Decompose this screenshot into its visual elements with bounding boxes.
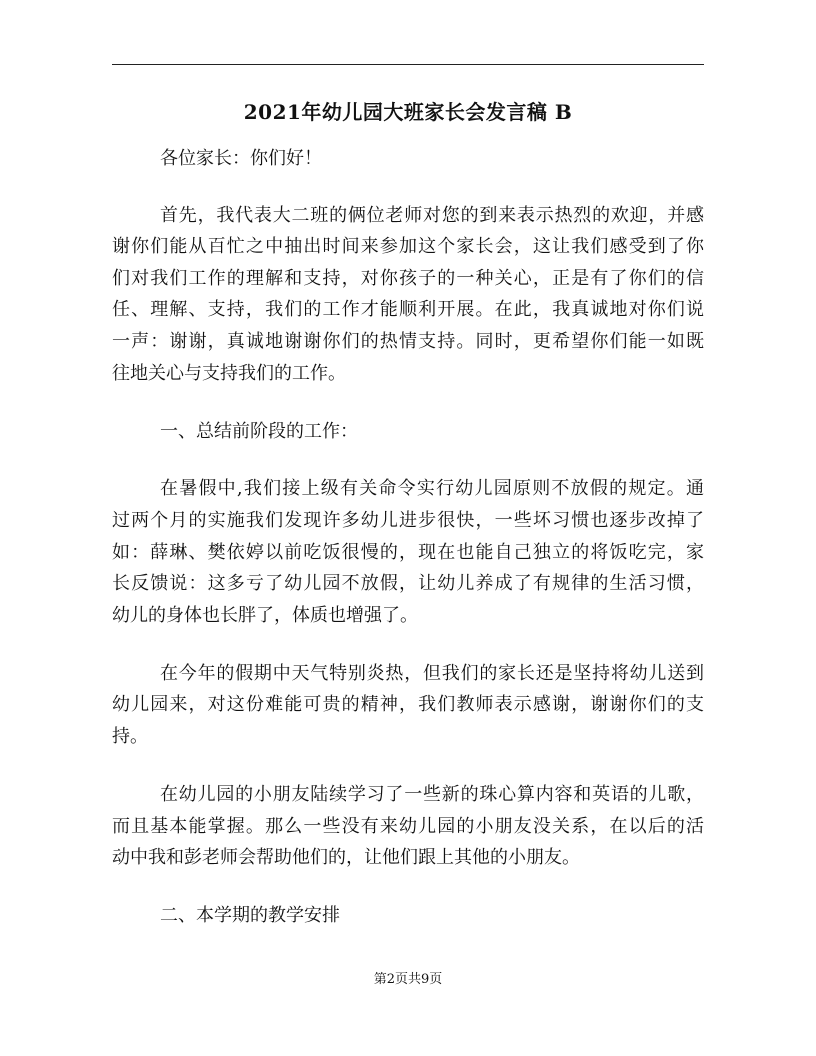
paragraph-3-line-1: 在今年的假期中天气特别炎热，但我们的家长还是坚持将幼儿送到 <box>160 663 704 684</box>
header-rule <box>112 64 704 65</box>
paragraph-1-line-1: 首先，我代表大二班的俩位老师对您的到来表示热烈的欢迎，并感 <box>160 205 704 226</box>
paragraph-1-line-6: 往地关心与支持我们的工作。 <box>112 363 346 384</box>
paragraph-1-line-3: 们对我们工作的理解和支持，对你孩子的一种关心，正是有了你们的信 <box>112 268 704 289</box>
paragraph-3-line-3: 持。 <box>112 726 148 747</box>
paragraph-1-line-4: 任、理解、支持，我们的工作才能顺利开展。在此，我真诚地对你们说 <box>112 299 704 320</box>
paragraph-4-line-2: 而且基本能掌握。那么一些没有来幼儿园的小朋友没关系，在以后的活 <box>112 816 704 837</box>
section-heading-2: 二、本学期的教学安排 <box>160 905 340 926</box>
section-heading-1: 一、总结前阶段的工作： <box>160 421 358 442</box>
paragraph-2-line-2: 过两个月的实施我们发现许多幼儿进步很快，一些坏习惯也逐步改掉了 <box>112 510 704 531</box>
paragraph-2-line-1: 在暑假中,我们接上级有关命令实行幼儿园原则不放假的规定。通 <box>160 478 704 499</box>
document-title: 2021年幼儿园大班家长会发言稿 B <box>243 100 573 124</box>
paragraph-4-line-3: 动中我和彭老师会帮助他们的，让他们跟上其他的小朋友。 <box>112 847 580 868</box>
greeting-line: 各位家长：你们好！ <box>160 148 322 169</box>
paragraph-3-line-2: 幼儿园来，对这份难能可贵的精神，我们教师表示感谢，谢谢你们的支 <box>112 694 704 715</box>
paragraph-4-line-1: 在幼儿园的小朋友陆续学习了一些新的珠心算内容和英语的儿歌， <box>160 784 704 805</box>
paragraph-1-line-2: 谢你们能从百忙之中抽出时间来参加这个家长会，这让我们感受到了你 <box>112 236 704 257</box>
paragraph-2-line-4: 长反馈说：这多亏了幼儿园不放假，让幼儿养成了有规律的生活习惯， <box>112 573 704 594</box>
paragraph-2-line-5: 幼儿的身体也长胖了，体质也增强了。 <box>112 605 418 626</box>
paragraph-1-line-5: 一声：谢谢，真诚地谢谢你们的热情支持。同时，更希望你们能一如既 <box>112 331 704 352</box>
paragraph-2-line-3: 如：薛琳、樊依婷以前吃饭很慢的，现在也能自己独立的将饭吃完，家 <box>112 542 704 563</box>
page-footer: 第2页共9页 <box>373 972 443 987</box>
